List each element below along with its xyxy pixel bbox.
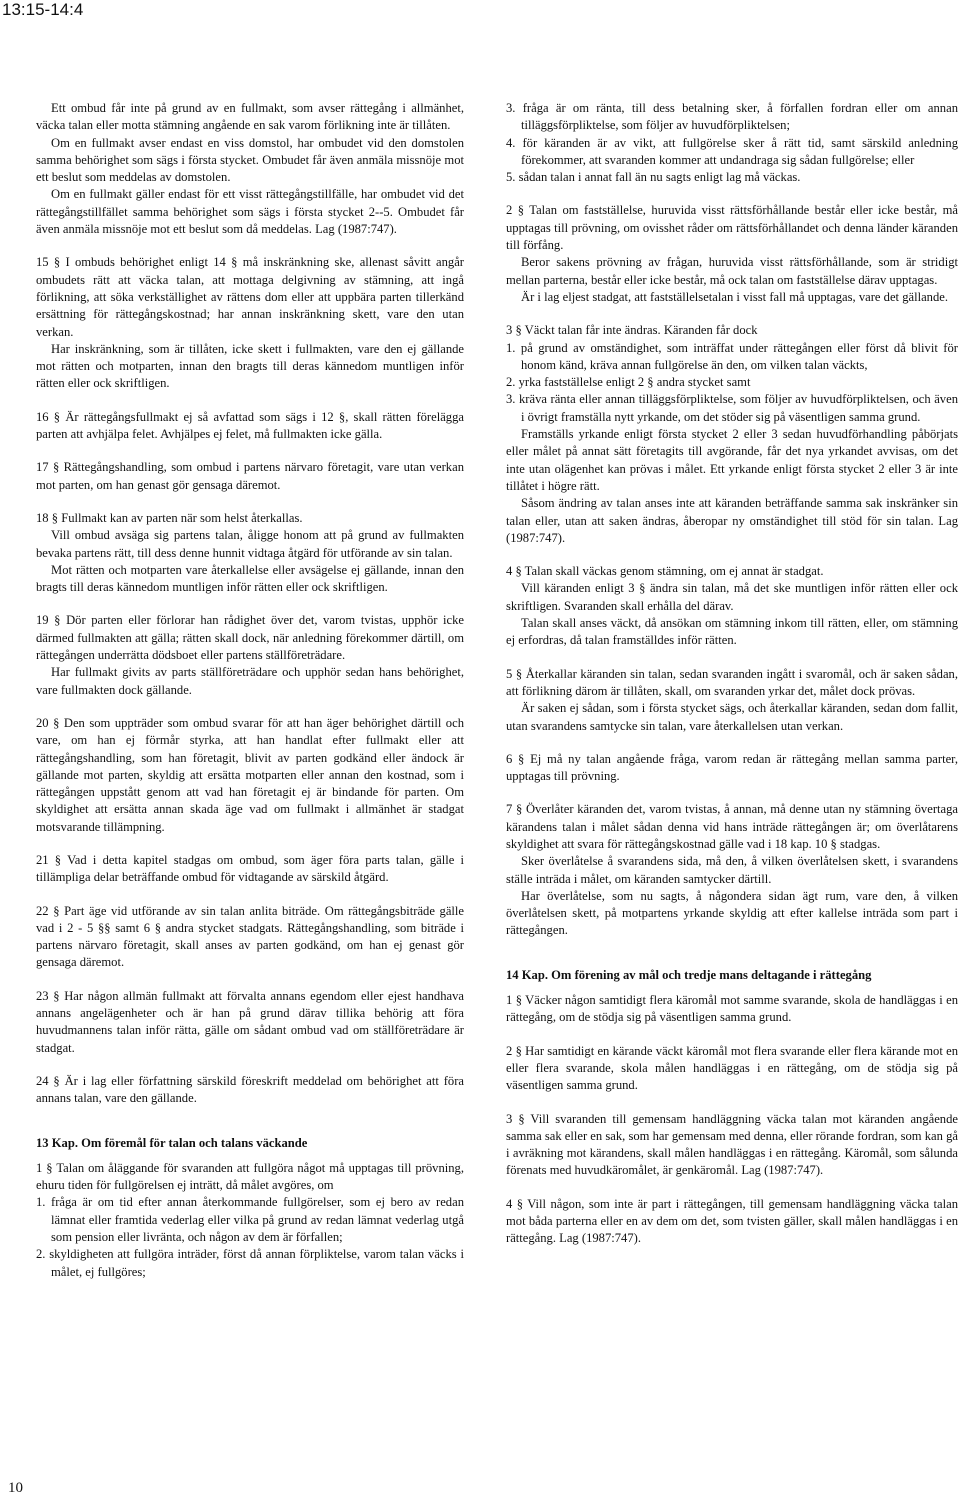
section-5: 5 § Återkallar käranden sin talan, sedan svaranden ingått i svaromål, och är saken sådan, att förlikning därom är tillåten, skall, om svaranden yrkar det, målet dock prövas. [506,666,958,698]
list-item: 1. på grund av omständighet, som inträffat under rättegången eller först då blivit för honom känd, kräva annan fullgörelse än den, om vilken talan väckts, [506,340,958,372]
paragraph: Har fullmakt givits av parts ställföreträdare och upphör sedan hans behörighet, vare fullmakten dock gällande. [36,665,464,697]
section-15: 15 § I ombuds behörighet enligt 14 § må inskränkning ske, allenast såvitt angår ombudets rätt att väcka talan, att mottaga delgivning av stämning, att ingå förlikning, att söka verkställighet av rättens dom eller att uppbära parten tillerkänd ersättning för rättegångskostnad; har annan inskränkning skett, vare den utan verkan. [36,255,464,339]
left-column [36,100,464,1281]
section-18: 18 § Fullmakt kan av parten när som helst återkallas. [36,510,303,525]
paragraph: Såsom ändring av talan anses inte att käranden beträffande samma sak inskränker sin talan eller, utan att saken ändras, åberopar ny omständighet till stöd för sin talan. Lag (1987:747). [506,496,958,545]
section-4: 4 § Talan skall väckas genom stämning, om ej annat är stadgat. [506,564,824,579]
paragraph: Om en fullmakt avser endast en viss domstol, har ombudet vid den domstolen samma behörighet som sägs i första stycket. Ombudet får även anmäla missnöje mot ett beslut som meddelas av domstolen. [36,135,464,185]
list-item: 4. för käranden är av vikt, att fullgörelse sker å rätt tid, samt särskild anledning förekommer, att svaranden kommer att undandraga sig sådan fullgörelse; eller [506,135,958,167]
section-21: 21 § Vad i detta kapitel stadgas om ombud, som äger föra parts talan, gälle i tillämpliga delar beträffande ombud för vidtagande av särskild åtgärd. [36,852,464,885]
document-stamp: 13:15-14:4 [2,0,84,19]
section-7: 7 § Överlåter käranden det, varom tvistas, å annan, må denne utan ny stämning övertaga kärandens talan i målet sådan denna vid hans inträde rättegången är; om överlåtarens skyldighet att svara för rättegångskostnad gälle vad i 18 kap. 10 § stadgas. [506,802,958,851]
paragraph: Mot rätten och motparten vare återkallelse eller avsägelse ej gällande, innan den bragts till deras kännedom muntligen inför rätten eller ock skriftligen. [36,562,464,595]
section-19: 19 § Dör parten eller förlorar han rådighet över det, varom tvistas, upphör icke därmed fullmakten att gälla; rätten skall dock, när anledning förekommer därtill, om rättegången underrätta dödsboet eller partens ställföreträdare. [36,613,464,663]
paragraph: Talan skall anses väckt, då ansökan om stämning inkom till rätten, eller, om stämning ej erfordras, då talan framställdes inför rätten. [506,616,958,648]
list-item: 2. skyldigheten att fullgöra inträder, först då annan förpliktelse, varom talan väcks i målet, ej fullgöres; [36,1247,464,1279]
list-item: 5. sådan talan i annat fall än nu sagts enligt lag må väckas. [506,170,801,185]
paragraph: Framställs yrkande enligt första stycket 2 eller 3 sedan huvudförhandling påbörjats eller målet på annat sätt företagits till avgörande, får det nya yrkandet avvisas, om det inte utan olägenhet kan prövas i målet. Ett yrkande enligt första stycket 2 eller 3 är inte tillåtet i högre rätt. [506,427,958,493]
section-23: 23 § Har någon allmän fullmakt att förvalta annans egendom eller ejest handhava annans angelägenheter och är han på grund därav tillika behörig att föra huvudmannens talan inför rätta, gälle om sådant ombud vad om ställföreträdare är stadgat. [36,988,464,1055]
paragraph: Ett ombud får inte på grund av en fullmakt, som avser rättegång i allmänhet, väcka talan eller motta stämning angående en sak varom förlikning inte är tillåten. [36,101,464,133]
section-22: 22 § Part äge vid utförande av sin talan anlita biträde. Om rättegångsbiträde gälle vad i 2 - 5 §§ samt 6 § andra stycket stadgats. Rättegångshandling, som biträde i partens närvaro företagit, skall anses av parten godkänd, om han ej genast gör gensaga däremot. [36,903,464,970]
paragraph: Beror sakens prövning av frågan, huruvida visst rättsförhållande, som är stridigt mellan parterna, består eller icke består, må ock talan om fastställelse därav upptagas. [506,255,958,287]
section-16: 16 § Är rättegångsfullmakt ej så avfattad som sägs i 12 §, skall rätten förelägga parten att avhjälpa felet. Avhjälpes ej felet, må fullmakten icke gälla. [36,409,464,442]
chapter-14-section-2: 2 § Har samtidigt en kärande väckt käromål mot flera svarande eller flera kärande mot en eller flera svarande, skola målen handläggas i en rättegång, om de stödja sig på väsentligen samma grund. [506,1043,958,1093]
section-24: 24 § Är i lag eller författning särskild föreskrift meddelad om behörighet att föra annans talan, vare den gällande. [36,1073,464,1106]
section-17: 17 § Rättegångshandling, som ombud i partens närvaro företagit, vare utan verkan mot parten, om han genast gör gensaga däremot. [36,460,464,492]
section-20: 20 § Den som uppträder som ombud svarar för att han äger behörighet därtill och vare, om han ej förmår styrka, att han handlat efter fullmakt eller att rättegångshandling, som han företagit, blivit av parten godkänd eller ändock är gällande mot parten, skyldig att ersätta motparten eller annan den kostnad, som i rättegången uppstått genom att vad han företagit ej är bindande för parten. Om skyldighet att ersätta annan skada äge vad om fullmakt i allmänhet är stadgat motsvarande tillämpning. [36,715,464,834]
list-item: 3. fråga är om ränta, till dess betalning sker, å förfallen fordran eller om annan tilläggsförpliktelse, som följer av huvudförpliktelsen; [506,101,958,133]
paragraph: Är saken ej sådan, som i första stycket sägs, och återkallar käranden, sedan dom fallit, utan svarandens samtycke sin talan, vare återkallelsen utan verkan. [506,701,958,733]
paragraph: Är i lag eljest stadgat, att fastställelsetalan i visst fall må upptagas, vare det gällande. [521,289,949,304]
paragraph: Sker överlåtelse å svarandens sida, må den, å vilken överlåtelsen skett, i svarandens ställe inträda i målet, om käranden samtycker därtill. [506,854,958,886]
chapter-13-section-1: 1 § Talan om åläggande för svaranden att fullgöra något må upptagas till prövning, ehuru tiden för fullgörelsen ej inträtt, då målet avgöres, om [36,1160,464,1193]
paragraph: Har överlåtelse, som nu sagts, å någondera sidan ägt rum, vare den, å vilken överlåtelsen skett, på motpartens yrkande skyldig att efter kallelse inträda som part i rättegången. [506,888,958,938]
paragraph: Har inskränkning, som är tillåten, icke skett i fullmakten, vare den ej gällande mot rätten och motparten, innan den bragts till deras kännedom muntligen inför rätten eller ock skriftligen. [36,341,464,391]
list-item: 1. fråga är om tid efter annan återkommande fullgörelser, som ej bero av redan lämnat eller framtida vederlag eller vilka på grund av redan lämnat vederlag utgå som pension eller livränta, och någon av dem är förfallen; [36,1195,464,1245]
chapter-14-section-4: 4 § Vill någon, som inte är part i rättegången, till gemensam handläggning väcka talan mot båda parterna eller en av dem om det, som tvisten gäller, skall målen handläggas i en rättegång. Lag (1987:747). [506,1196,958,1246]
chapter-14-heading: 14 Kap. Om förening av mål och tredje mans deltagande i rättegång [506,967,872,982]
list-item: 2. yrka fastställelse enligt 2 § andra stycket samt [506,375,751,390]
paragraph: Om en fullmakt gäller endast för ett visst rättegångstillfälle, har ombudet vid det rättegångstillfället samma behörighet som sägs i första stycket 2--5. Ombudet får även anmäla missnöje mot ett beslut som då meddelas. Lag (1987:747). [36,187,464,237]
chapter-13-heading: 13 Kap. Om föremål för talan och talans väckande [36,1135,308,1150]
section-3: 3 § Väckt talan får inte ändras. Käranden får dock [506,323,758,338]
paragraph: Vill ombud avsäga sig partens talan, åligge honom att på grund av fullmakten bevaka partens rätt, till dess denne hunnit vidtaga åtgärd för utförande av sin talan. [36,528,464,560]
page-number: 10 [8,1480,23,1496]
paragraph: Vill käranden enligt 3 § ändra sin talan, må det ske muntligen inför rätten eller ock skriftligen. Svaranden skall erhålla del därav. [506,581,958,613]
section-6: 6 § Ej må ny talan angående fråga, varom redan är rättegång mellan samma parter, upptagas till prövning. [506,751,958,784]
list-item: 3. kräva ränta eller annan tilläggsförpliktelse, som följer av huvudförpliktelsen, och även i övrigt framställa nytt yrkande, om det stöder sig på väsentligen samma grund. [506,392,958,424]
right-column [506,100,958,1248]
chapter-14-section-3: 3 § Vill svaranden till gemensam handläggning väcka talan mot käranden angående samma sak eller en sak, som har gemensam med denna, eller rörande fordran, som kan gå i avräkning mot kärandens, skall målen handläggas i en rättegång. Käromål, som sålunda förenats med huvudkäromålet, är genkäromål. Lag (1987:747). [506,1111,958,1178]
chapter-14-section-1: 1 § Väcker någon samtidigt flera käromål mot samme svarande, skola de handläggas i en rättegång, om de stödja sig på väsentligen samma grund. [506,993,958,1025]
section-2: 2 § Talan om fastställelse, huruvida visst rättsförhållande består eller icke består, må upptagas till prövning, om ovisshet råder om rättsförhållandet och denna länder käranden till förfång. [506,203,958,253]
